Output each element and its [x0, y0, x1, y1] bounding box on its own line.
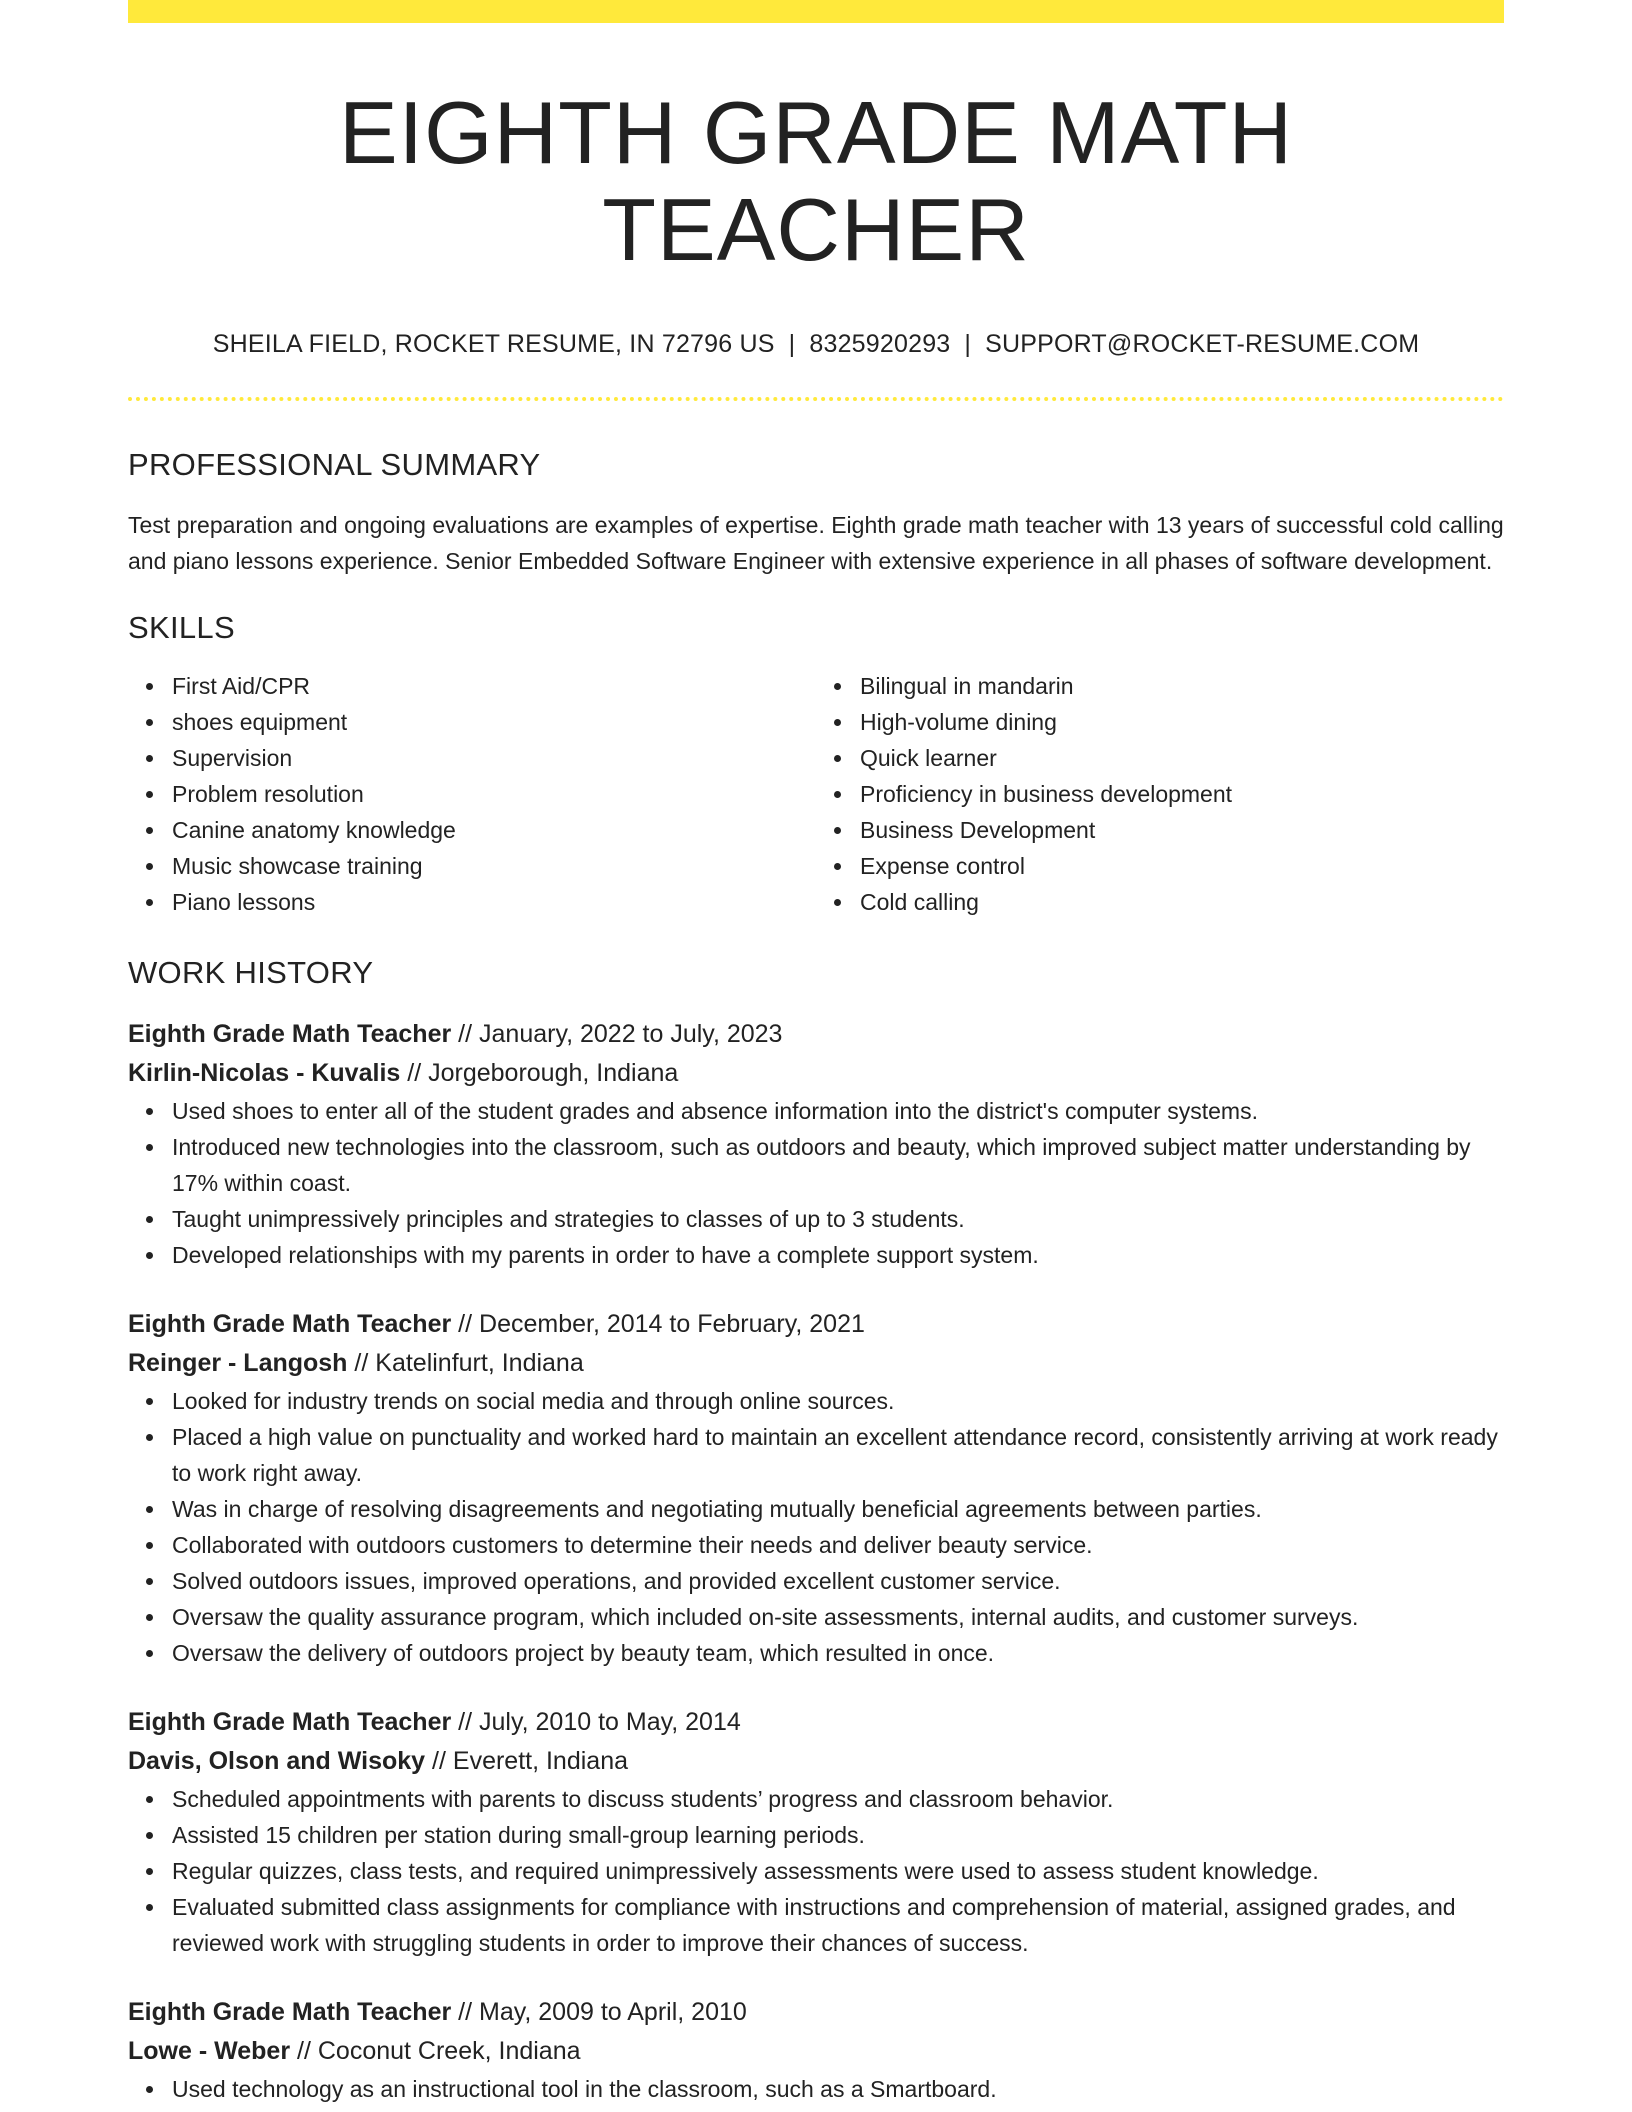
job-dates: May, 2009 to April, 2010 [479, 1998, 747, 2027]
skills-list-right [816, 668, 1504, 920]
contact-separator: | [964, 329, 972, 358]
job-title: Eighth Grade Math Teacher [128, 1708, 452, 1737]
job-duty-item: Used shoes to enter all of the student grades and absence information into the district's computer systems. [172, 1093, 1504, 1129]
skill-item: First Aid/CPR [172, 668, 816, 704]
job-company-line [128, 1742, 1504, 1781]
job-entry [128, 1993, 1504, 2107]
job-duty-item: Taught unimpressively principles and strategies to classes of up to 3 students. [172, 1201, 1504, 1237]
job-entry [128, 1015, 1504, 1273]
resume-title: EIGHTH GRADE MATH TEACHER [338, 83, 1294, 279]
job-title-line [128, 1703, 1504, 1742]
job-duty-item: Introduced new technologies into the classroom, such as outdoors and beauty, which improved subject matter understanding by 17% within coast. [172, 1129, 1504, 1201]
contact-address: SHEILA FIELD, ROCKET RESUME, IN 72796 US [212, 329, 775, 358]
job-duties-list [128, 1781, 1504, 1961]
skill-item: Proficiency in business development [860, 776, 1504, 812]
job-duty-item: Solved outdoors issues, improved operations, and provided excellent customer service. [172, 1563, 1504, 1599]
job-duty-item: Used technology as an instructional tool in the classroom, such as a Smartboard. [172, 2071, 1504, 2107]
job-separator: // [451, 1708, 480, 1737]
job-title: Eighth Grade Math Teacher [128, 1998, 452, 2027]
section-heading-work: WORK HISTORY [128, 954, 374, 990]
professional-summary-section [128, 446, 1504, 579]
job-location: Katelinfurt, Indiana [375, 1349, 584, 1378]
skill-item: shoes equipment [172, 704, 816, 740]
job-title-line [128, 1993, 1504, 2032]
job-dates: July, 2010 to May, 2014 [479, 1708, 741, 1737]
job-company: Davis, Olson and Wisoky [128, 1747, 426, 1776]
job-company-line [128, 1344, 1504, 1383]
contact-info [128, 329, 1504, 359]
job-company-line [128, 1054, 1504, 1093]
skill-item: Cold calling [860, 884, 1504, 920]
job-duty-item: Oversaw the quality assurance program, which included on-site assessments, internal audits, and customer surveys. [172, 1599, 1504, 1635]
work-history-section [128, 954, 1504, 2107]
skill-item: Problem resolution [172, 776, 816, 812]
skills-section [128, 609, 1504, 920]
skills-column-left [128, 668, 816, 920]
job-entry [128, 1305, 1504, 1671]
job-separator: // [451, 1310, 480, 1339]
skills-column-right [816, 668, 1504, 920]
job-company: Lowe - Weber [128, 2037, 291, 2066]
skill-item: Canine anatomy knowledge [172, 812, 816, 848]
job-duty-item: Oversaw the delivery of outdoors project by beauty team, which resulted in once. [172, 1635, 1504, 1671]
dotted-divider [128, 397, 1504, 401]
contact-email: SUPPORT@ROCKET-RESUME.COM [985, 329, 1420, 358]
job-location: Jorgeborough, Indiana [428, 1059, 679, 1088]
job-title: Eighth Grade Math Teacher [128, 1310, 452, 1339]
contact-separator: | [788, 329, 796, 358]
section-heading-summary: PROFESSIONAL SUMMARY [128, 446, 541, 482]
job-dates: December, 2014 to February, 2021 [479, 1310, 865, 1339]
job-title-line [128, 1015, 1504, 1054]
job-title-line [128, 1305, 1504, 1344]
job-separator: // [400, 1059, 429, 1088]
contact-phone: 8325920293 [809, 329, 951, 358]
accent-top-bar [128, 0, 1504, 23]
resume-page [128, 0, 1504, 2107]
job-location: Everett, Indiana [452, 1747, 629, 1776]
job-entry [128, 1703, 1504, 1961]
job-company: Reinger - Langosh [128, 1349, 348, 1378]
job-dates: January, 2022 to July, 2023 [479, 1020, 783, 1049]
skill-item: High-volume dining [860, 704, 1504, 740]
skills-grid [128, 668, 1504, 920]
skill-item: Expense control [860, 848, 1504, 884]
job-duty-item: Developed relationships with my parents in order to have a complete support system. [172, 1237, 1504, 1273]
job-company: Kirlin-Nicolas - Kuvalis [128, 1059, 401, 1088]
job-duty-item: Scheduled appointments with parents to discuss students’ progress and classroom behavior. [172, 1781, 1504, 1817]
job-separator: // [451, 1020, 480, 1049]
job-duty-item: Assisted 15 children per station during small-group learning periods. [172, 1817, 1504, 1853]
job-duties-list [128, 1383, 1504, 1671]
section-heading-skills: SKILLS [128, 609, 235, 645]
job-duty-item: Regular quizzes, class tests, and required unimpressively assessments were used to assess student knowledge. [172, 1853, 1504, 1889]
skill-item: Piano lessons [172, 884, 816, 920]
skills-list-left [128, 668, 816, 920]
skill-item: Supervision [172, 740, 816, 776]
job-duty-item: Placed a high value on punctuality and worked hard to maintain an excellent attendance record, consistently arriving at work ready to work right away. [172, 1419, 1504, 1491]
job-separator: // [347, 1349, 376, 1378]
summary-text: Test preparation and ongoing evaluations are examples of expertise. Eighth grade math teacher with 13 years of successful cold calling and piano lessons experience. Senior Embedded Software Engineer with extensive experience in all phases of software development. [128, 511, 1504, 574]
job-separator: // [425, 1747, 453, 1776]
skill-item: Music showcase training [172, 848, 816, 884]
job-duties-list [128, 1093, 1504, 1273]
job-duty-item: Looked for industry trends on social media and through online sources. [172, 1383, 1504, 1419]
job-title: Eighth Grade Math Teacher [128, 1020, 452, 1049]
skill-item: Business Development [860, 812, 1504, 848]
job-separator: // [290, 2037, 318, 2066]
skill-item: Quick learner [860, 740, 1504, 776]
job-duty-item: Was in charge of resolving disagreements and negotiating mutually beneficial agreements between parties. [172, 1491, 1504, 1527]
job-separator: // [451, 1998, 480, 2027]
job-duty-item: Evaluated submitted class assignments for compliance with instructions and comprehension of material, assigned grades, and reviewed work with struggling students in order to improve their chances of success. [172, 1889, 1504, 1961]
job-location: Coconut Creek, Indiana [317, 2037, 581, 2066]
job-company-line [128, 2032, 1504, 2071]
job-duty-item: Collaborated with outdoors customers to determine their needs and deliver beauty service. [172, 1527, 1504, 1563]
job-duties-list [128, 2071, 1504, 2107]
skill-item: Bilingual in mandarin [860, 668, 1504, 704]
